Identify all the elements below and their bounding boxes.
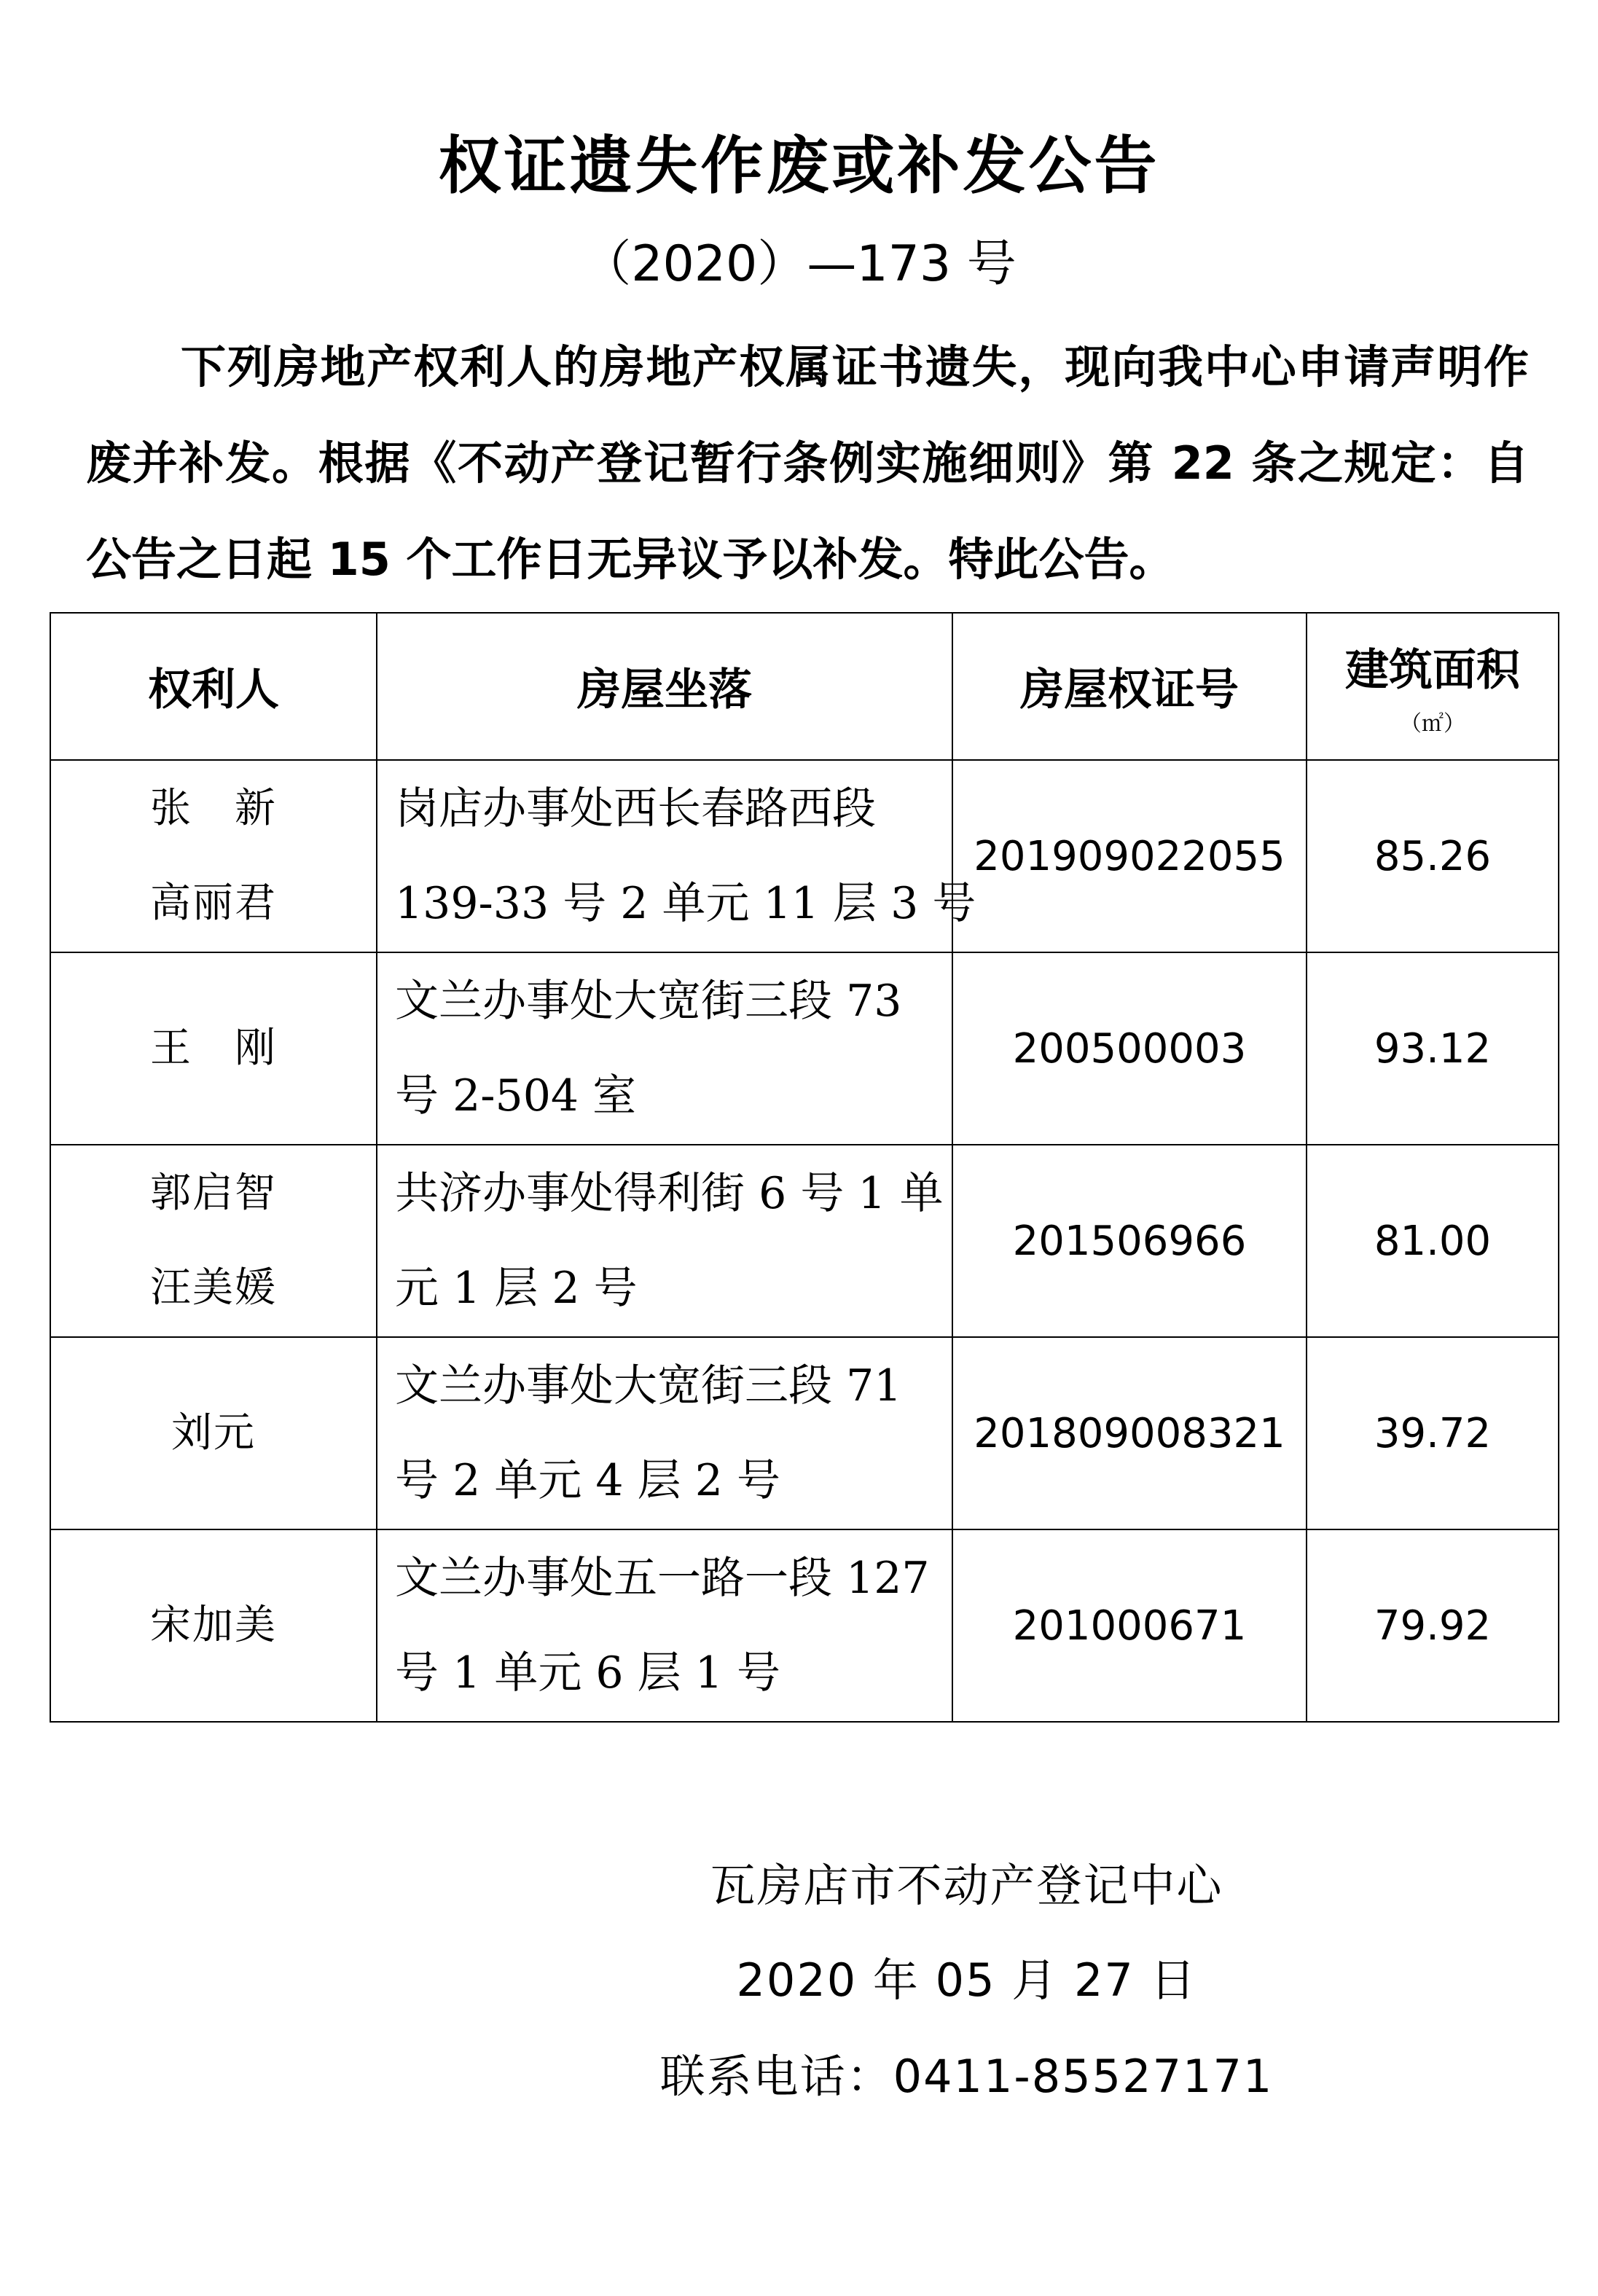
- owner-name: 宋加美: [150, 1602, 277, 1649]
- cert-number-cell: 200500003: [952, 952, 1307, 1145]
- location-cell: [377, 1337, 952, 1529]
- notice-body: 下列房地产权利人的房地产权属证书遗失，现向我中心申请声明作废并补发。根据《不动产登记暂行条例实施细则》第 22 条之规定：自公告之日起 15 个工作日无异议予以补发。特此公告。: [86, 340, 1529, 586]
- header-area: [1307, 613, 1559, 760]
- area-cell: 39.72: [1307, 1337, 1559, 1529]
- location-line: 文兰办事处大宽街三段 71: [395, 1360, 902, 1411]
- area-cell: 79.92: [1307, 1529, 1559, 1722]
- table-row: [50, 1337, 1559, 1529]
- cert-number-cell: 201000671: [952, 1529, 1307, 1722]
- location-line: 文兰办事处五一路一段 127: [395, 1553, 930, 1604]
- document-number: （2020）—173 号: [581, 235, 1017, 293]
- owner-name: 王 刚: [150, 1024, 277, 1072]
- location-line: 共济办事处得利街 6 号 1 单: [395, 1168, 944, 1219]
- owner-name: 郭启智: [150, 1169, 277, 1217]
- location-line: 文兰办事处大宽街三段 73: [395, 976, 902, 1027]
- owner-name: 刘元: [171, 1409, 256, 1457]
- header-area-unit: （㎡）: [1400, 711, 1465, 737]
- owner-cell: [50, 1337, 377, 1529]
- contact-phone: 联系电话：0411-85527171: [659, 2050, 1274, 2103]
- location-line: 号 1 单元 6 层 1 号: [395, 1647, 780, 1699]
- cert-number-cell: 201506966: [952, 1145, 1307, 1337]
- table-row: [50, 1529, 1559, 1722]
- owner-name: 张 新: [150, 785, 277, 832]
- owner-cell: [50, 760, 377, 952]
- location-cell: [377, 1529, 952, 1722]
- table-row: [50, 1145, 1559, 1337]
- owner-cell: [50, 952, 377, 1145]
- area-cell: 85.26: [1307, 760, 1559, 952]
- owner-name: 汪美媛: [150, 1264, 277, 1312]
- location-line: 139-33 号 2 单元 11 层 3 号: [395, 878, 976, 929]
- issue-date: 2020 年 05 月 27 日: [736, 1954, 1197, 2007]
- location-cell: [377, 952, 952, 1145]
- owner-cell: [50, 1529, 377, 1722]
- location-line: 号 2-504 室: [395, 1070, 637, 1121]
- owner-name: 高丽君: [150, 879, 277, 927]
- table-row: [50, 760, 1559, 952]
- lost-certificate-table: [50, 612, 1559, 1723]
- issuer-name: 瓦房店市不动产登记中心: [710, 1859, 1223, 1912]
- notice-title: 权证遗失作废或补发公告: [438, 130, 1160, 203]
- location-cell: [377, 760, 976, 952]
- owner-cell: [50, 1145, 377, 1337]
- header-area-label: 建筑面积: [1345, 645, 1520, 696]
- header-cert-no: 房屋权证号: [952, 613, 1307, 760]
- table-row: [50, 952, 1559, 1145]
- cert-number-cell: 201909022055: [952, 760, 1307, 952]
- header-location: 房屋坐落: [377, 613, 952, 760]
- cert-number-cell: 201809008321: [952, 1337, 1307, 1529]
- location-line: 岗店办事处西长春路西段: [395, 783, 876, 834]
- area-cell: 93.12: [1307, 952, 1559, 1145]
- header-owner: 权利人: [50, 613, 377, 760]
- location-line: 号 2 单元 4 层 2 号: [395, 1455, 780, 1506]
- table-header-row: [50, 613, 1559, 760]
- area-cell: 81.00: [1307, 1145, 1559, 1337]
- location-line: 元 1 层 2 号: [395, 1263, 638, 1314]
- location-cell: [377, 1145, 952, 1337]
